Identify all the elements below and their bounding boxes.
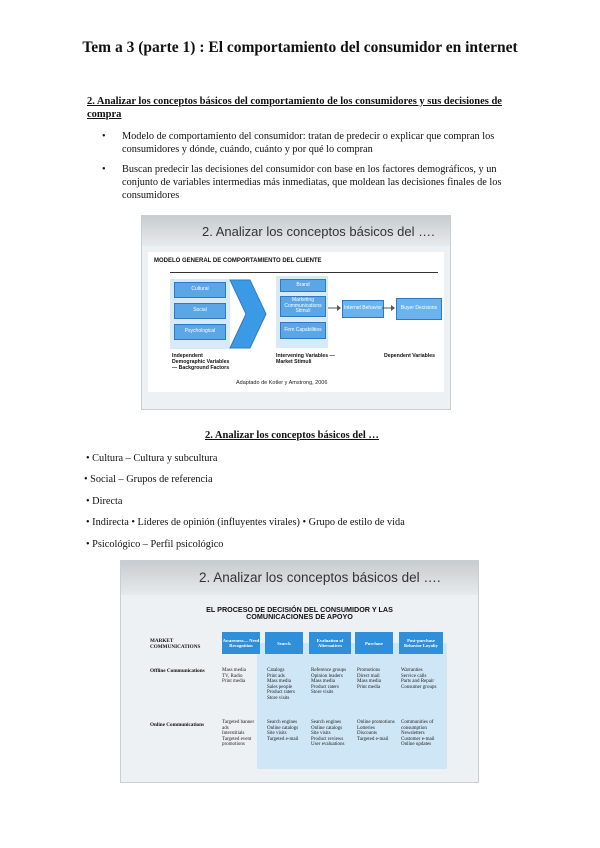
box-internet-behavior: Internet Behavior xyxy=(342,300,384,318)
list-item: • Cultura – Cultura y subcultura xyxy=(86,453,218,464)
table-grid xyxy=(257,643,447,769)
bullet-list xyxy=(100,130,520,209)
label-dependent: Dependent Variables xyxy=(384,353,436,359)
column-header: Purchase xyxy=(355,632,393,654)
diagram-title: MODELO GENERAL DE COMPORTAMIENTO DEL CLIENTE xyxy=(154,258,322,264)
row-label-offline: Offline Communications xyxy=(150,668,205,674)
table-cell: Warranties Service calls Parts and Repair Consumer groups xyxy=(401,668,437,690)
box-social: Social xyxy=(174,303,226,319)
bullet-text: Buscan predecir las decisiones del consumidor con base en los factores demográficos, y un conjunto de variables intermedias más inmediatas, que moldean las decisiones finales de los consumidores xyxy=(122,164,502,201)
table-cell: Mass media TV, Radio Print media xyxy=(222,668,247,685)
column-header: Search xyxy=(265,632,303,654)
slide-consumer-model xyxy=(142,216,450,409)
bullet-text: Modelo de comportamiento del consumidor: tratan de predecir o explicar que compran los consumidores y dónde, cuándo, cuánto y por qué lo compran xyxy=(122,131,495,155)
slide-header: 2. Analizar los conceptos básicos del …. xyxy=(199,570,441,585)
table-cell: Targeted banner ads Interstitials Targeted event promotions xyxy=(222,720,255,748)
list-item xyxy=(100,163,520,202)
table-cell: Online promotions Lotteries Discounts Targeted e-mail xyxy=(357,720,395,742)
list-item: • Psicológico – Perfil psicológico xyxy=(86,539,224,550)
table-cell: Search engines Online catalogs Site visits Targeted e-mail xyxy=(267,720,299,742)
box-marketing-stimuli: Marketing Communications Stimuli xyxy=(280,296,326,317)
box-firm-capabilities: Firm Capabilities xyxy=(280,322,326,339)
box-brand: Brand xyxy=(280,279,326,292)
section-heading: 2. Analizar los conceptos básicos del comportamiento de los consumidores y sus decisiones de compra xyxy=(87,96,502,120)
slide-header-band xyxy=(142,216,450,246)
table-cell: Search engines Online catalogs Site visits Product reviews User evaluations xyxy=(311,720,345,748)
box-psychological: Psychological xyxy=(174,324,226,340)
table-cell: Reference groups Opinion leaders Mass media Product raters Store visits xyxy=(311,668,347,696)
column-header: Evaluation of Alternatives xyxy=(309,632,351,654)
slide-header-band xyxy=(121,561,478,595)
slide-header: 2. Analizar los conceptos básicos del …. xyxy=(202,224,435,239)
bullet-symbol: • xyxy=(102,164,106,175)
list-item: • Social – Grupos de referencia xyxy=(84,474,213,485)
column-header: Post-purchase Behavior Loyalty xyxy=(399,632,443,654)
table-cell: Promotions Direct mail Mass media Print media xyxy=(357,668,382,690)
label-independent: Independent Demographic Variables — Background Factors xyxy=(172,353,230,371)
list-item: • Directa xyxy=(86,496,123,507)
chevron-arrow-icon xyxy=(228,278,268,350)
list-item: • Indirecta • Líderes de opinión (influyentes virales) • Grupo de estilo de vida xyxy=(86,517,405,528)
table-title-line2: COMUNICACIONES DE APOYO xyxy=(246,612,353,621)
document-title: Tem a 3 (parte 1) : El comportamiento del consumidor en internet xyxy=(82,39,518,56)
list-item xyxy=(100,130,520,156)
slide-diagram xyxy=(148,252,444,392)
arrow-right-icon xyxy=(328,304,342,312)
table-title-line1: EL PROCESO DE DECISIÓN DEL CONSUMIDOR Y LAS xyxy=(206,605,393,614)
table-cell: Communities of consumption Newsletters Customer e-mail Online updates xyxy=(401,720,435,748)
row-label-online: Online Communications xyxy=(150,722,205,728)
column-header: Awareness— Need Recognition xyxy=(222,632,260,654)
arrow-right-icon xyxy=(382,304,396,312)
row-label-head: MARKET COMMUNICATIONS xyxy=(150,638,201,650)
box-cultural: Cultural xyxy=(174,282,226,298)
table-cell: Catalogs Print ads Mass media Sales people Product raters Store visits xyxy=(267,668,295,701)
slide-source: Adaptado de Kotler y Amstrong, 2006 xyxy=(236,380,328,386)
label-intervening: Intervening Variables — Market Stimuli xyxy=(276,353,335,365)
bullet-symbol: • xyxy=(102,131,106,142)
sub-heading: 2. Analizar los conceptos básicos del … xyxy=(205,430,379,441)
box-buyer-decisions: Buyer Decisions xyxy=(396,298,442,320)
